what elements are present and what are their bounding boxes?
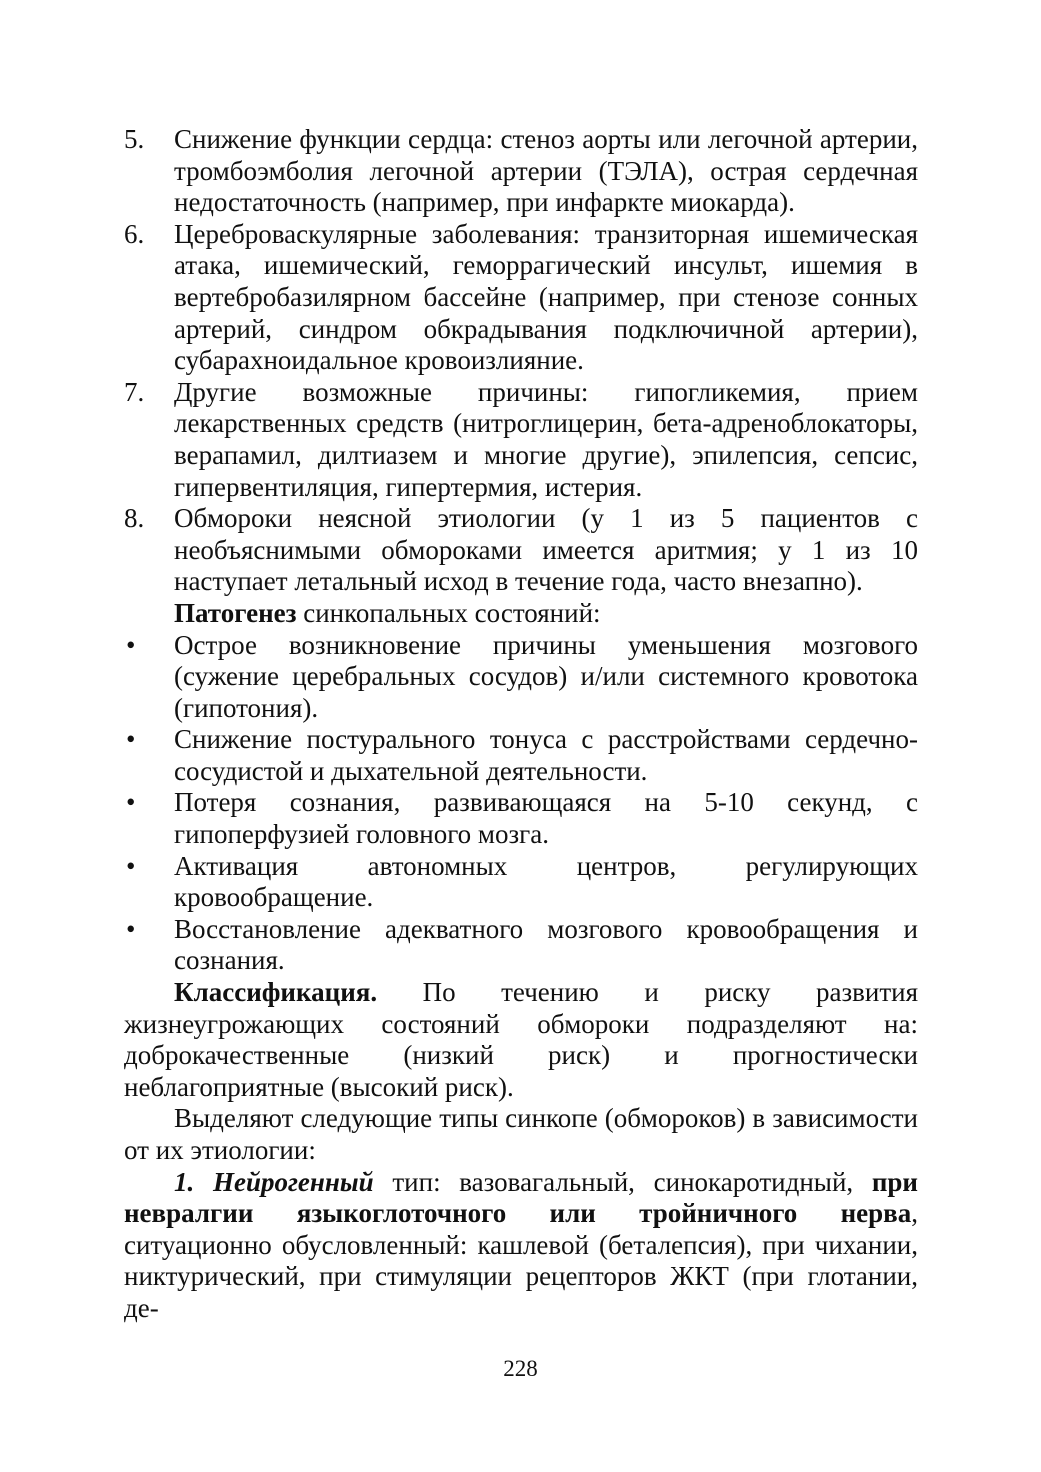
numbered-item-5 bbox=[124, 124, 918, 219]
bullet-text: Снижение постурального тонуса с расстройствами сердечно-сосудистой и дыхательной деятельности. bbox=[174, 724, 918, 786]
bullet-item bbox=[124, 914, 918, 977]
classification-text: По течению и риску развития жизнеугрожающих состояний обмороки подразделяют на: доброкачественные (низкий риск) и прогностически неблагоприятные (высокий риск). bbox=[124, 977, 918, 1102]
neurogenic-label: 1. Нейрогенный bbox=[174, 1166, 374, 1197]
item-number: 8. bbox=[124, 503, 145, 534]
page-number: 228 bbox=[503, 1356, 538, 1381]
bullet-item bbox=[124, 630, 918, 725]
item-text: Снижение функции сердца: стеноз аорты или легочной артерии, тромбоэмболия легочной артерии (ТЭЛА), острая сердечная недостаточность (например, при инфаркте миокарда). bbox=[174, 124, 918, 218]
numbered-item-7 bbox=[124, 377, 918, 503]
bullet-item bbox=[124, 724, 918, 787]
numbered-item-8 bbox=[124, 503, 918, 598]
bullet-item bbox=[124, 787, 918, 850]
bullet-item bbox=[124, 851, 918, 914]
bullet-text: Острое возникновение причины уменьшения мозгового (сужение церебральных сосудов) и/или системного кровотока (гипотония). bbox=[174, 629, 918, 723]
numbered-item-6 bbox=[124, 219, 918, 377]
item-number: 6. bbox=[124, 218, 145, 249]
bullet-marker: • bbox=[126, 724, 136, 755]
neurogenic-text-1: тип: вазовагальный, синокаротидный, bbox=[373, 1166, 872, 1197]
classification-paragraph bbox=[124, 977, 918, 1103]
bullet-text: Активация автономных центров, регулирующих кровообращение. bbox=[174, 850, 918, 913]
item-text: Другие возможные причины: гипогликемия, прием лекарственных средств (нитроглицерин, бета-адреноблокаторы, верапамил, дилтиазем и многие другие), эпилепсия, сепсис, гипервентиляция, гипертермия, истерия. bbox=[174, 376, 918, 502]
item-number: 7. bbox=[124, 376, 145, 407]
neurogenic-text-2: , ситуационно обусловленный: кашлевой (беталепсия), при чихании, никтурический, при стимуляции рецепторов ЖКТ (при глотании, де- bbox=[124, 1198, 918, 1323]
item-number: 5. bbox=[124, 124, 145, 154]
pathogenesis-heading-rest: синкопальных состояний: bbox=[296, 597, 601, 628]
pathogenesis-heading-bold: Патогенез bbox=[174, 597, 297, 628]
neurogenic-paragraph bbox=[124, 1167, 918, 1325]
neurogenic-bold: при невралгии языкоглоточного или тройничного нерва bbox=[124, 1166, 918, 1229]
bullet-text: Восстановление адекватного мозгового кровообращения и сознания. bbox=[174, 913, 918, 976]
pathogenesis-heading bbox=[124, 598, 918, 630]
bullet-marker: • bbox=[126, 850, 136, 881]
item-text: Цереброваскулярные заболевания: транзиторная ишемическая атака, ишемический, геморрагический инсульт, ишемия в вертебробазилярном бассейне (например, при стенозе сонных артерий, синдром обкрадывания подключичной артерии), субарахноидальное кровоизлияние. bbox=[174, 218, 918, 376]
page-body bbox=[124, 124, 918, 1325]
item-text: Обмороки неясной этиологии (у 1 из 5 пациентов с необъяснимыми обмороками имеется аритмия; у 1 из 10 наступает летальный исход в течение года, часто внезапно). bbox=[174, 503, 918, 597]
bullet-text: Потеря сознания, развивающаяся на 5-10 секунд, с гипоперфузией головного мозга. bbox=[174, 787, 918, 850]
classification-heading: Классификация. bbox=[174, 977, 378, 1008]
bullet-marker: • bbox=[126, 913, 136, 944]
bullet-marker: • bbox=[126, 787, 136, 818]
types-intro-paragraph: Выделяют следующие типы синкопе (обмороков) в зависимости от их этиологии: bbox=[124, 1103, 918, 1165]
bullet-marker: • bbox=[126, 629, 136, 660]
